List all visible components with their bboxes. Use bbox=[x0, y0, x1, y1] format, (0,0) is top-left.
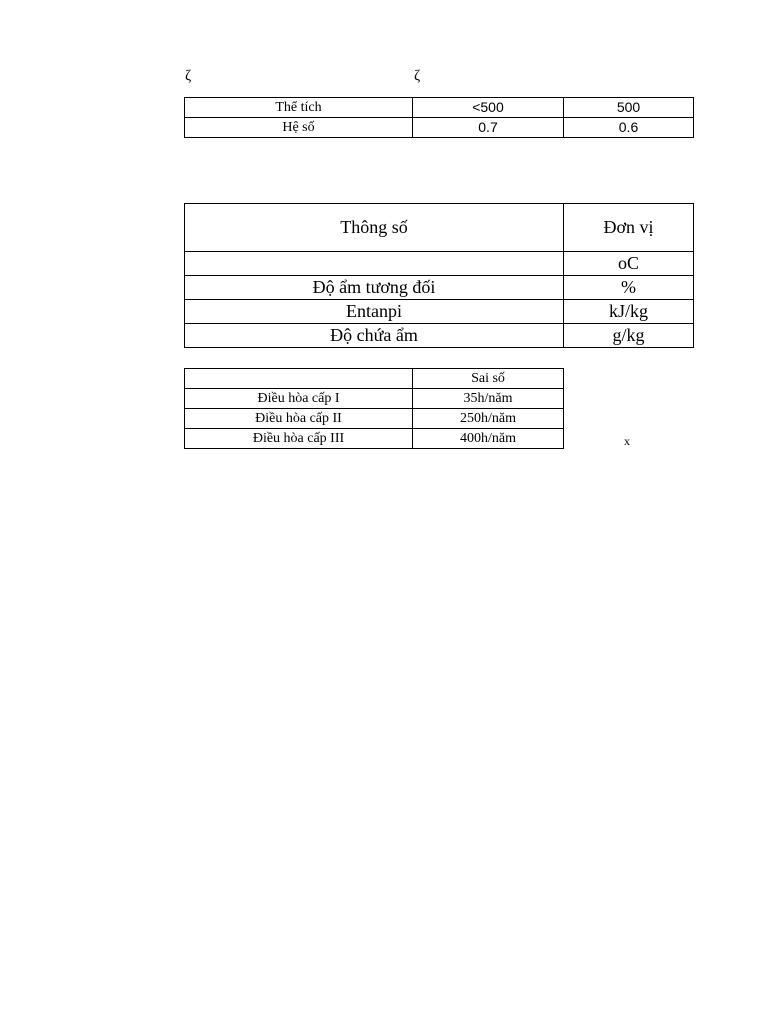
zeta-symbol-left: ζ bbox=[185, 68, 192, 84]
table-cell: <500 bbox=[413, 98, 564, 118]
table-row bbox=[185, 98, 694, 118]
table-cell: Độ ẩm tương đối bbox=[185, 276, 564, 300]
table-cell: 400h/năm bbox=[413, 429, 564, 449]
table-cell: 35h/năm bbox=[413, 389, 564, 409]
table-cell: Entanpi bbox=[185, 300, 564, 324]
table-cell: 0.7 bbox=[413, 118, 564, 138]
table-cell: g/kg bbox=[564, 324, 694, 348]
table-row bbox=[185, 409, 564, 429]
table-row bbox=[185, 324, 694, 348]
table-cell: 500 bbox=[564, 98, 694, 118]
parameter-unit-table bbox=[184, 203, 694, 348]
table-header-cell: Đơn vị bbox=[564, 204, 694, 252]
table-row bbox=[185, 252, 694, 276]
table-cell: oC bbox=[564, 252, 694, 276]
table-header-cell: Thông số bbox=[185, 204, 564, 252]
table-cell: % bbox=[564, 276, 694, 300]
table-row bbox=[185, 276, 694, 300]
table-row bbox=[185, 389, 564, 409]
side-note: x bbox=[624, 434, 630, 448]
table-row bbox=[185, 300, 694, 324]
table-header-cell: Sai số bbox=[413, 369, 564, 389]
table-row bbox=[185, 118, 694, 138]
table-cell: Điều hòa cấp I bbox=[185, 389, 413, 409]
table-cell bbox=[185, 252, 564, 276]
table-row bbox=[185, 429, 564, 449]
volume-coefficient-table bbox=[184, 97, 694, 138]
table-cell: kJ/kg bbox=[564, 300, 694, 324]
error-tolerance-table bbox=[184, 368, 564, 449]
table-cell: 250h/năm bbox=[413, 409, 564, 429]
table-cell: Độ chứa ẩm bbox=[185, 324, 564, 348]
table-cell: Hệ số bbox=[185, 118, 413, 138]
table-cell: 0.6 bbox=[564, 118, 694, 138]
table-cell: Điều hòa cấp II bbox=[185, 409, 413, 429]
table-header-row bbox=[185, 204, 694, 252]
zeta-symbol-right: ζ bbox=[414, 68, 421, 84]
table-cell: Thể tích bbox=[185, 98, 413, 118]
table-header-cell bbox=[185, 369, 413, 389]
table-cell: Điều hòa cấp III bbox=[185, 429, 413, 449]
table-header-row bbox=[185, 369, 564, 389]
